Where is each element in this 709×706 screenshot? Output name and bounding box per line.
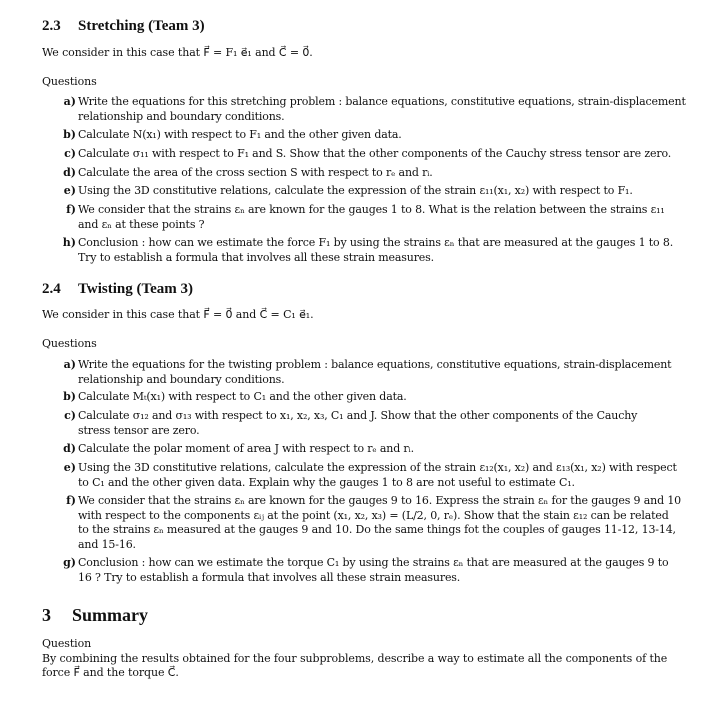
question-text [78,203,665,232]
question-line: We consider that the strains εₙ are known for the gauges 1 to 8. What is the relation between the strains ε₁₁ [78,203,665,216]
question-label: b) [63,390,76,403]
question-line: Conclusion : how can we estimate the torque C₁ by using the strains εₙ that are measured at the gauges 9 to [78,556,669,569]
question-line: Write the equations for this stretching problem : balance equations, constitutive equations, strain-displacement [78,95,686,108]
section-number: 2.4 [42,281,61,297]
question-text [78,95,686,124]
question-line: Write the equations for the twisting problem : balance equations, constitutive equations, strain-displacement [78,358,672,371]
section-number: 2.3 [42,18,61,34]
section-intro: We consider in this case that F⃗ = F₁ e⃗₁ and C⃗ = 0⃗. [42,46,313,59]
question-text [78,236,674,265]
question-line: Calculate Mₜ(x₁) with respect to C₁ and the other given data. [78,390,407,403]
question-line: relationship and boundary conditions. [78,372,285,386]
question-label: g) [63,556,76,569]
question-line: 16 ? Try to establish a formula that involves all these strain measures. [78,570,461,584]
question-line: with respect to the components εᵢⱼ at the point (x₁, x₂, x₃) = (L/2, 0, rₑ). Show that the stain ε₁₂ can be related [78,508,669,522]
question-text [78,184,660,199]
questions-label: Questions [42,337,97,350]
question-label: e) [63,184,76,197]
question-line: Conclusion : how can we estimate the force F₁ by using the strains εₙ that are measured at the gauges 1 to 8. [78,236,674,249]
question-text [78,461,677,490]
question-label: b) [63,128,76,141]
questions-label: Questions [42,75,97,88]
question-text [78,166,660,181]
question-label: a) [63,95,76,108]
question-line: and 15-16. [78,537,136,551]
question-line: Calculate the polar moment of area J with respect to rₑ and rᵢ. [78,442,414,455]
section-title: Summary [72,605,148,625]
question-line: Using the 3D constitutive relations, calculate the expression of the strain ε₁₁(x₁, x₂) with respect to F₁. [78,184,633,197]
question-line: stress tensor are zero. [78,423,200,437]
question-text [78,147,672,162]
section-heading-2-3 [42,18,205,35]
question-label: Question [42,637,92,650]
question-line: Using the 3D constitutive relations, calculate the expression of the strain ε₁₂(x₁, x₂) and ε₁₃(x₁, x₂) with respect [78,461,677,474]
question-line: to the strains εₙ measured at the gauges 9 and 10. Do the same things fot the couples of gauges 11-12, 13-14, [78,523,676,537]
question-line: Calculate the area of the cross section S with respect to rₑ and rᵢ. [78,166,433,179]
question-line: Try to establish a formula that involves all these strain measures. [78,250,435,264]
section-title: Twisting (Team 3) [78,281,194,297]
question-label: f) [66,203,76,216]
question-text [78,128,660,143]
section-heading-3 [42,605,148,626]
question-label: f) [66,494,76,507]
question-label: c) [64,409,76,422]
question-text [78,409,660,438]
section-heading-2-4 [42,281,193,298]
question-label: d) [63,166,76,179]
section-number: 3 [42,605,51,625]
question-line: to C₁ and the other given data. Explain why the gauges 1 to 8 are not useful to estimate C₁. [78,475,575,489]
question-text [78,556,669,585]
section-intro: We consider in this case that F⃗ = 0⃗ and C⃗ = C₁ e⃗₁. [42,308,314,321]
question-label: a) [63,358,76,371]
question-text [78,390,660,405]
question-text [78,494,682,552]
question-text [78,358,672,387]
question-text [78,442,660,457]
question-label: d) [63,442,76,455]
question-line: and εₙ at these points ? [78,217,205,231]
question-line: We consider that the strains εₙ are known for the gauges 9 to 16. Express the strain εₙ for the gauges 9 and 10 [78,494,682,507]
summary-line: By combining the results obtained for the four subproblems, describe a way to estimate all the components of the [42,652,668,665]
question-label: e) [63,461,76,474]
question-line: Calculate σ₁₂ and σ₁₃ with respect to x₁, x₂, x₃, C₁ and J. Show that the other components of the Cauchy [78,409,638,422]
question-line: relationship and boundary conditions. [78,109,285,123]
question-line: Calculate N(x₁) with respect to F₁ and the other given data. [78,128,402,141]
question-label: h) [62,236,76,249]
section-title: Stretching (Team 3) [78,18,205,34]
question-label: c) [64,147,76,160]
question-line: Calculate σ₁₁ with respect to F₁ and S. Show that the other components of the Cauchy stress tensor are zero. [78,147,672,160]
summary-line: force F⃗ and the torque C⃗. [42,666,179,679]
